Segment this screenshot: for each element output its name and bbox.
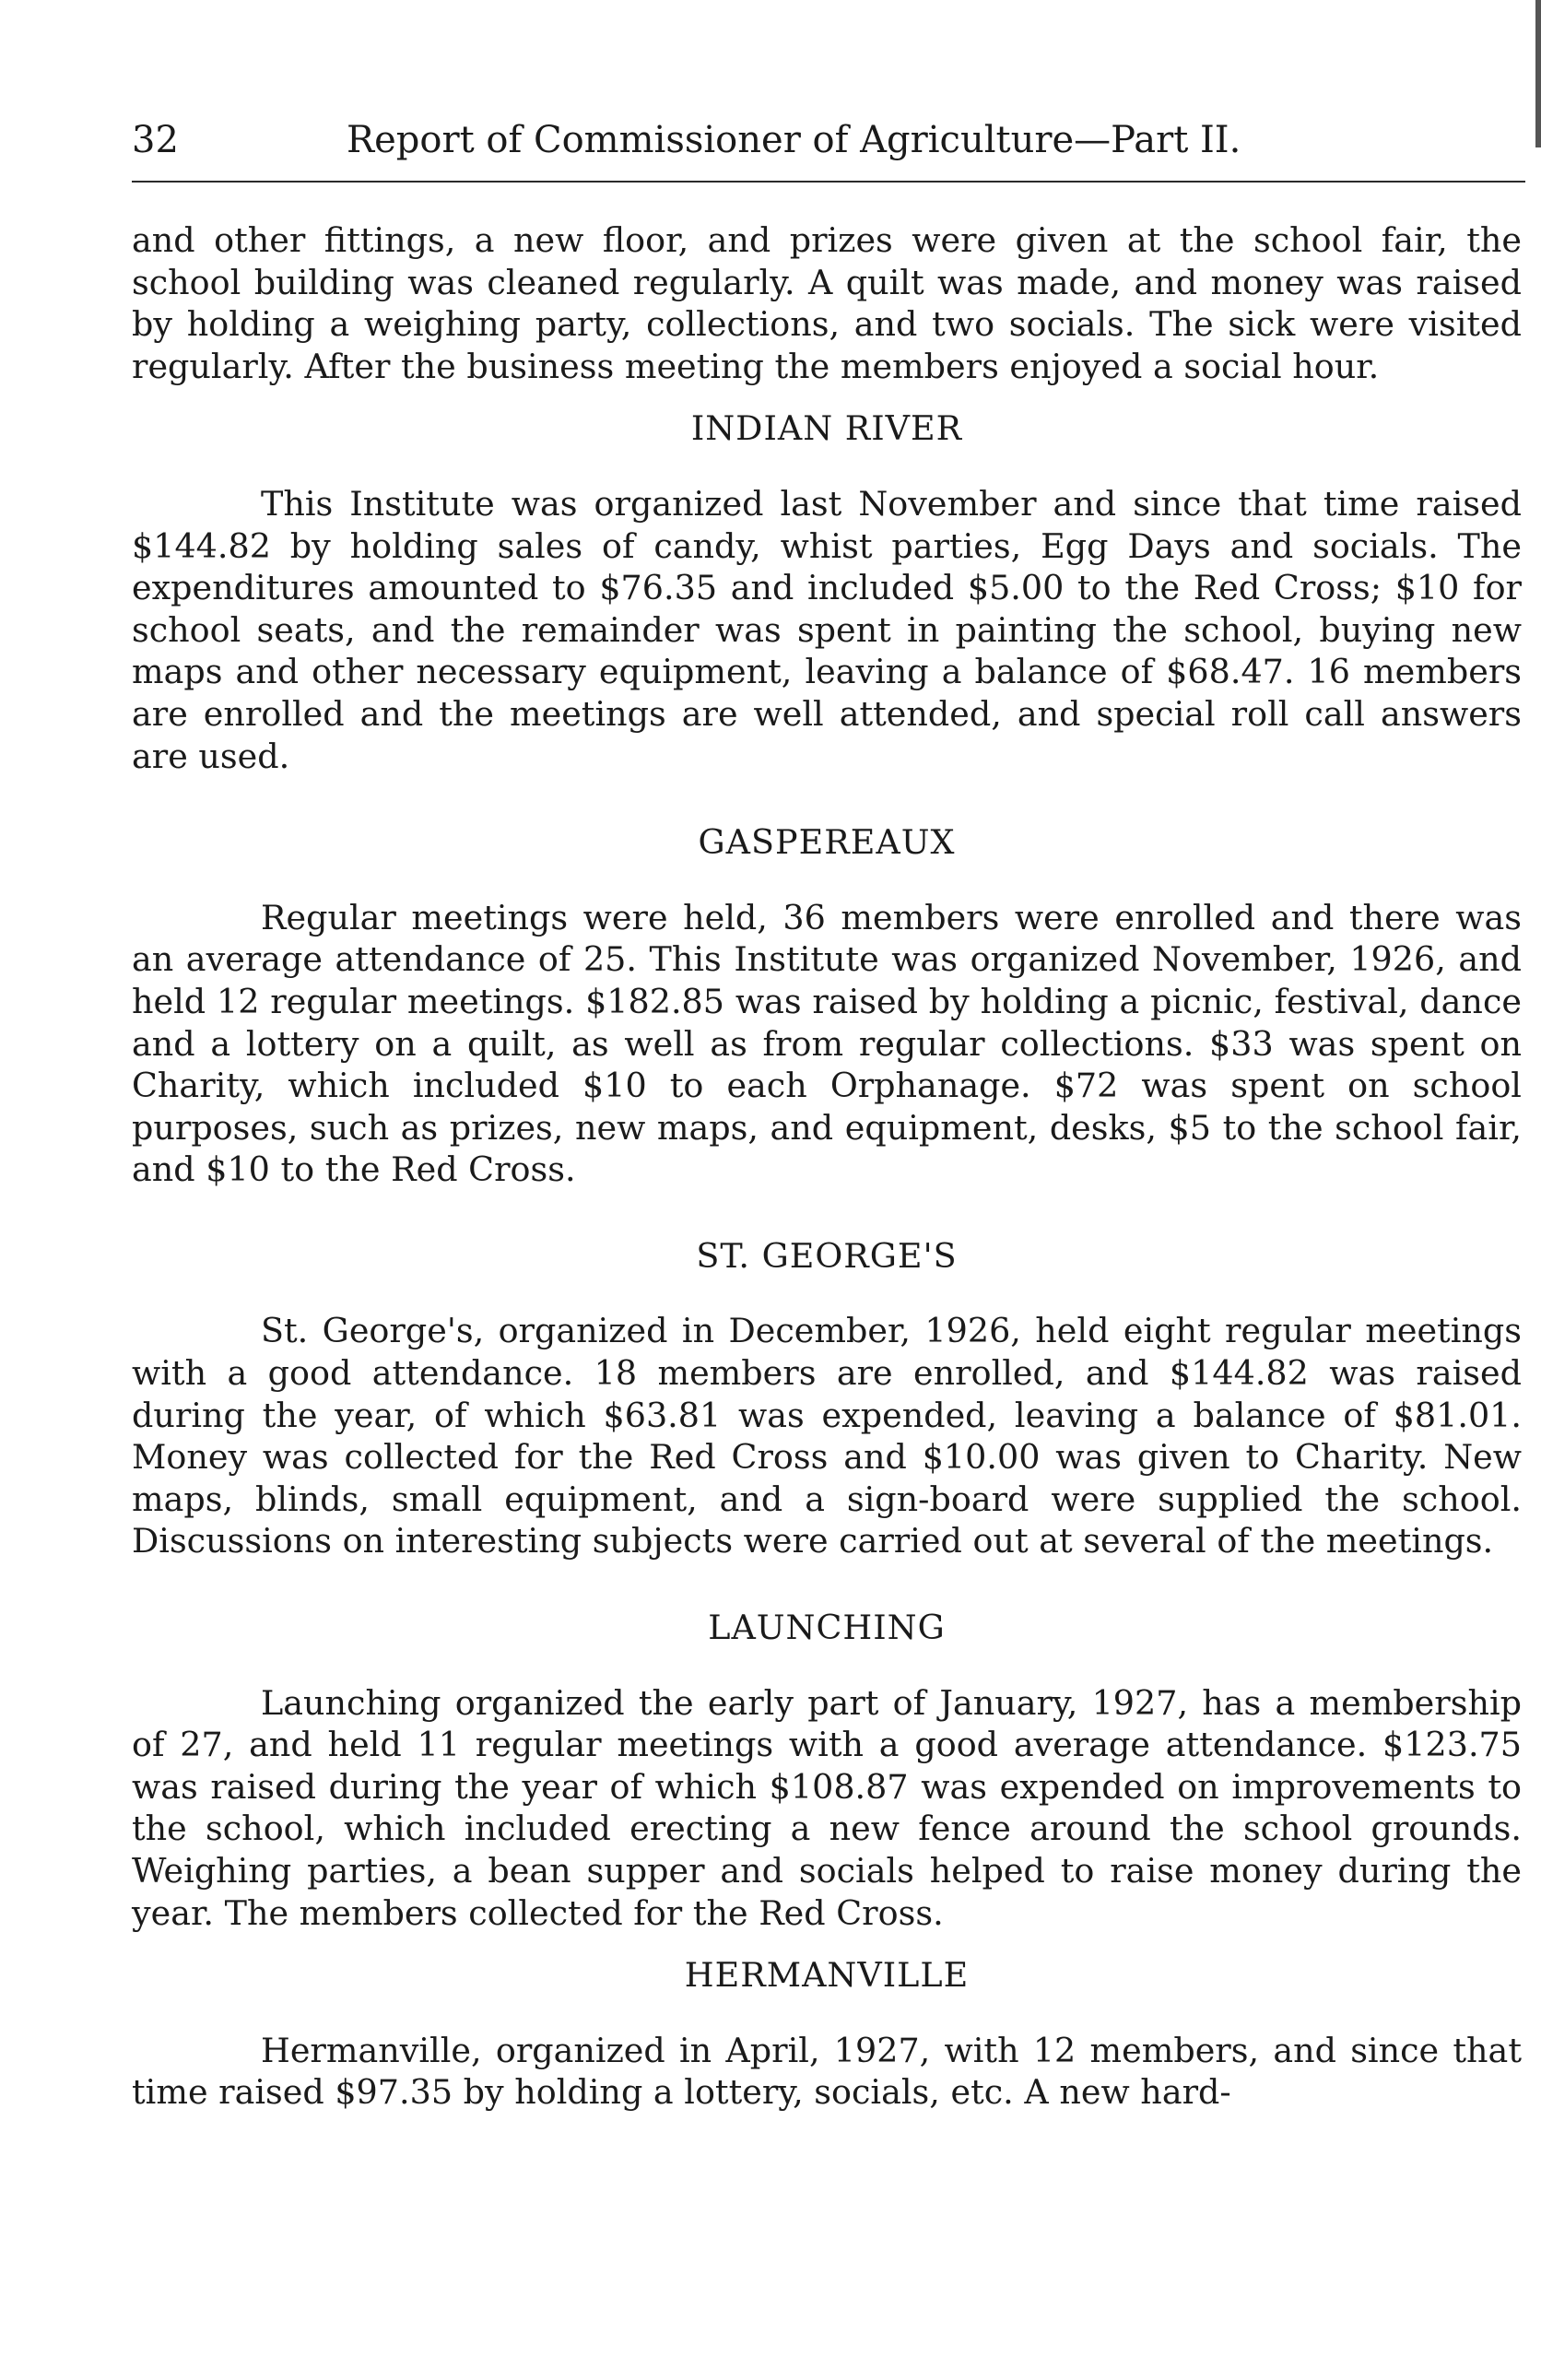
section-text-st-georges: St. George's, organized in December, 1926, held eight regular meetings with a good attendance. 18 members are enrolled, and $144.82 was raised during the year, of which $63.81 was expended, leaving a balance of $81.01. Money was collected for the Red Cross and $10.00 was given to Charity. New maps, blinds, small equipment, and a sign-board were supplied the school. Discussions on interesting subjects were carried out at several of the meetings. [132,1311,1522,1561]
section-heading-hermanville: HERMANVILLE [684,1955,970,1996]
page-number: 32 [132,119,179,161]
section-text-indian-river: This Institute was organized last November and since that time raised $144.82 by holding sales of candy, whist parties, Egg Days and socials. The expenditures amounted to $76.35 and included $5.00 to the Red Cross; $10 for school seats, and the remainder was spent in painting the school, buying new maps and other necessary equipment, leaving a balance of $68.47. 16 members are enrolled and the meetings are well attended, and special roll call answers are used. [132,483,1522,776]
section-heading-st-georges: ST. GEORGE'S [696,1235,958,1276]
page-edge-mark [1535,0,1541,147]
section-text-hermanville: Hermanville, organized in April, 1927, with 12 members, and since that time raised $97.35 by holding a lottery, socials, etc. A new hard- [132,2030,1522,2113]
page-header [132,118,1514,162]
report-body [132,219,1522,2114]
intro-paragraph: and other fittings, a new floor, and prizes were given at the school fair, the school building was cleaned regularly. A quilt was made, and money was raised by holding a weighing party, collections, and two socials. The sick were visited regularly. After the business meeting the members enjoyed a social hour. [132,220,1522,386]
running-title: Report of Commissioner of Agriculture—Part II. [347,119,1241,161]
section-text-launching: Launching organized the early part of January, 1927, has a membership of 27, and held 11 regular meetings with a good average attendance. $123.75 was raised during the year of which $108.87 was expended on improvements to the school, which included erecting a new fence around the school grounds. Weighing parties, a bean supper and socials helped to raise money during the year. The members collected for the Red Cross. [132,1682,1522,1933]
section-heading-launching: LAUNCHING [708,1608,946,1648]
section-heading-gaspereaux: GASPEREAUX [698,822,956,863]
header-rule [132,181,1525,183]
section-heading-indian-river: INDIAN RIVER [690,408,963,449]
section-text-gaspereaux: Regular meetings were held, 36 members were enrolled and there was an average attendance of 25. This Institute was organized November, 1926, and held 12 regular meetings. $182.85 was raised by holding a picnic, festival, dance and a lottery on a quilt, as well as from regular collections. $33 was spent on Charity, which included $10 to each Orphanage. $72 was spent on school purposes, such as prizes, new maps, and equipment, desks, $5 to the school fair, and $10 to the Red Cross. [132,897,1522,1190]
